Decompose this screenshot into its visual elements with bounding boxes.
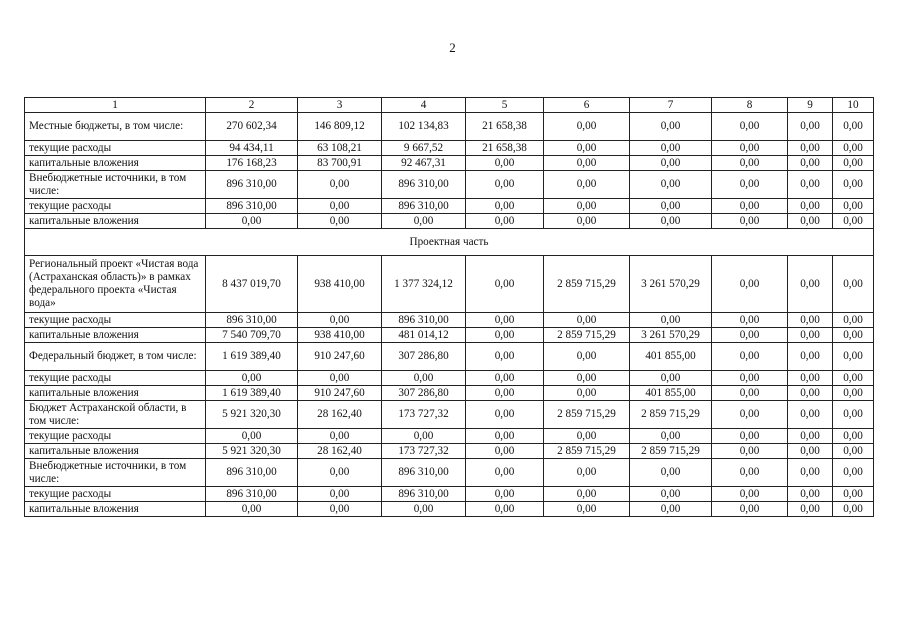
table-cell: 481 014,12 [382, 328, 466, 343]
table-cell: 0,00 [298, 199, 382, 214]
table-cell: 0,00 [544, 502, 630, 517]
row-label: текущие расходы [25, 371, 206, 386]
table-cell: 0,00 [788, 199, 833, 214]
table-cell: 0,00 [298, 214, 382, 229]
column-header: 5 [466, 98, 544, 113]
table-cell: 0,00 [833, 401, 874, 429]
table-cell: 0,00 [466, 429, 544, 444]
table-cell: 21 658,38 [466, 141, 544, 156]
table-cell: 0,00 [833, 313, 874, 328]
table-cell: 0,00 [630, 171, 712, 199]
table-cell: 0,00 [788, 313, 833, 328]
table-cell: 0,00 [206, 214, 298, 229]
table-cell: 0,00 [712, 313, 788, 328]
table-cell: 0,00 [712, 401, 788, 429]
table-cell: 0,00 [630, 502, 712, 517]
table-row [25, 199, 874, 214]
table-cell: 0,00 [788, 343, 833, 371]
table-cell: 0,00 [712, 343, 788, 371]
budget-table [24, 97, 874, 517]
table-cell: 0,00 [544, 386, 630, 401]
table-cell: 896 310,00 [382, 199, 466, 214]
page-number: 2 [449, 40, 456, 55]
table-cell: 896 310,00 [206, 313, 298, 328]
table-cell: 0,00 [466, 171, 544, 199]
table-cell: 0,00 [788, 487, 833, 502]
table-cell: 307 286,80 [382, 343, 466, 371]
table-cell: 0,00 [788, 156, 833, 171]
table-cell: 0,00 [788, 141, 833, 156]
table-cell: 1 619 389,40 [206, 343, 298, 371]
table-cell: 3 261 570,29 [630, 328, 712, 343]
table-row [25, 502, 874, 517]
table-cell: 270 602,34 [206, 113, 298, 141]
table-row [25, 214, 874, 229]
column-header: 6 [544, 98, 630, 113]
table-cell: 0,00 [788, 171, 833, 199]
table-cell: 896 310,00 [382, 171, 466, 199]
table-cell: 0,00 [544, 487, 630, 502]
table-cell: 0,00 [544, 371, 630, 386]
table-cell: 0,00 [630, 199, 712, 214]
table-cell: 0,00 [466, 156, 544, 171]
table-cell: 938 410,00 [298, 256, 382, 313]
table-row [25, 371, 874, 386]
table-cell: 0,00 [833, 256, 874, 313]
table-cell: 0,00 [788, 444, 833, 459]
column-header: 7 [630, 98, 712, 113]
row-label: текущие расходы [25, 429, 206, 444]
table-cell: 0,00 [833, 502, 874, 517]
table-cell: 102 134,83 [382, 113, 466, 141]
column-header: 1 [25, 98, 206, 113]
table-cell: 0,00 [544, 429, 630, 444]
table-cell: 0,00 [788, 429, 833, 444]
table-cell: 0,00 [544, 141, 630, 156]
table-cell: 0,00 [788, 214, 833, 229]
table-cell: 0,00 [788, 256, 833, 313]
row-label: текущие расходы [25, 313, 206, 328]
table-cell: 0,00 [788, 371, 833, 386]
table-cell: 910 247,60 [298, 386, 382, 401]
table-cell: 0,00 [788, 401, 833, 429]
section-row [25, 229, 874, 256]
table-cell: 0,00 [630, 313, 712, 328]
column-header: 4 [382, 98, 466, 113]
table-cell: 0,00 [466, 199, 544, 214]
table-cell: 0,00 [833, 459, 874, 487]
table-cell: 0,00 [466, 371, 544, 386]
table-cell: 0,00 [712, 459, 788, 487]
table-row [25, 328, 874, 343]
table-row [25, 156, 874, 171]
table-cell: 0,00 [788, 502, 833, 517]
table-cell: 0,00 [712, 214, 788, 229]
row-label: текущие расходы [25, 487, 206, 502]
table-cell: 0,00 [298, 371, 382, 386]
header-row [25, 98, 874, 113]
table-cell: 0,00 [712, 171, 788, 199]
row-label: капитальные вложения [25, 214, 206, 229]
table-cell: 896 310,00 [382, 459, 466, 487]
row-label: текущие расходы [25, 141, 206, 156]
table-cell: 0,00 [298, 459, 382, 487]
table-cell: 0,00 [630, 141, 712, 156]
table-cell: 0,00 [544, 343, 630, 371]
table-cell: 0,00 [544, 171, 630, 199]
table-row [25, 313, 874, 328]
table-cell: 0,00 [206, 429, 298, 444]
table-row [25, 459, 874, 487]
table-cell: 0,00 [466, 459, 544, 487]
table-cell: 0,00 [712, 156, 788, 171]
table-cell: 63 108,21 [298, 141, 382, 156]
row-label: Бюджет Астраханской области, в том числе: [25, 401, 206, 429]
table-cell: 0,00 [466, 214, 544, 229]
table-cell: 0,00 [298, 502, 382, 517]
table-cell: 0,00 [712, 141, 788, 156]
table-cell: 0,00 [833, 113, 874, 141]
table-cell: 0,00 [466, 256, 544, 313]
table-cell: 896 310,00 [206, 171, 298, 199]
table-cell: 0,00 [544, 156, 630, 171]
table-cell: 0,00 [298, 429, 382, 444]
table-cell: 0,00 [712, 444, 788, 459]
table-cell: 0,00 [544, 214, 630, 229]
table-row [25, 386, 874, 401]
table-cell: 0,00 [712, 113, 788, 141]
table-cell: 0,00 [788, 386, 833, 401]
table-cell: 0,00 [466, 401, 544, 429]
column-header: 8 [712, 98, 788, 113]
table-cell: 1 619 389,40 [206, 386, 298, 401]
table-cell: 2 859 715,29 [544, 401, 630, 429]
table-cell: 0,00 [712, 328, 788, 343]
row-label: Федеральный бюджет, в том числе: [25, 343, 206, 371]
row-label: капитальные вложения [25, 444, 206, 459]
table-cell: 0,00 [466, 343, 544, 371]
table-cell: 5 921 320,30 [206, 401, 298, 429]
table-cell: 0,00 [712, 386, 788, 401]
table-cell: 94 434,11 [206, 141, 298, 156]
section-title: Проектная часть [25, 229, 874, 256]
table-cell: 0,00 [712, 487, 788, 502]
table-cell: 0,00 [544, 199, 630, 214]
table-cell: 0,00 [298, 487, 382, 502]
table-cell: 0,00 [833, 487, 874, 502]
column-header: 10 [833, 98, 874, 113]
table-cell: 0,00 [466, 328, 544, 343]
table-cell: 0,00 [833, 328, 874, 343]
table-cell: 2 859 715,29 [544, 328, 630, 343]
table-cell: 0,00 [833, 371, 874, 386]
table-cell: 0,00 [206, 371, 298, 386]
table-cell: 2 859 715,29 [630, 444, 712, 459]
table-row [25, 444, 874, 459]
table-cell: 0,00 [466, 487, 544, 502]
table-cell: 307 286,80 [382, 386, 466, 401]
table-cell: 7 540 709,70 [206, 328, 298, 343]
table-cell: 28 162,40 [298, 401, 382, 429]
table-cell: 896 310,00 [206, 199, 298, 214]
table-cell: 0,00 [788, 459, 833, 487]
table-cell: 0,00 [833, 343, 874, 371]
table-row [25, 141, 874, 156]
table-cell: 0,00 [630, 429, 712, 444]
table-cell: 0,00 [712, 256, 788, 313]
column-header: 9 [788, 98, 833, 113]
table-cell: 8 437 019,70 [206, 256, 298, 313]
table-cell: 910 247,60 [298, 343, 382, 371]
table-cell: 0,00 [712, 502, 788, 517]
table-row [25, 487, 874, 502]
table-cell: 146 809,12 [298, 113, 382, 141]
table-cell: 0,00 [382, 371, 466, 386]
row-label: Внебюджетные источники, в том числе: [25, 171, 206, 199]
table-cell: 0,00 [630, 487, 712, 502]
table-row [25, 429, 874, 444]
table-cell: 9 667,52 [382, 141, 466, 156]
table-cell: 0,00 [833, 156, 874, 171]
table-cell: 896 310,00 [206, 487, 298, 502]
table-cell: 0,00 [298, 313, 382, 328]
table-cell: 0,00 [466, 386, 544, 401]
table-cell: 938 410,00 [298, 328, 382, 343]
table-cell: 0,00 [788, 113, 833, 141]
table-row [25, 256, 874, 313]
table-cell: 0,00 [544, 113, 630, 141]
table-cell: 2 859 715,29 [544, 256, 630, 313]
table-row [25, 171, 874, 199]
table-cell: 173 727,32 [382, 444, 466, 459]
table-cell: 0,00 [630, 113, 712, 141]
table-cell: 0,00 [298, 171, 382, 199]
table-cell: 5 921 320,30 [206, 444, 298, 459]
table-cell: 896 310,00 [382, 313, 466, 328]
table-cell: 0,00 [712, 429, 788, 444]
table-cell: 0,00 [206, 502, 298, 517]
table-cell: 3 261 570,29 [630, 256, 712, 313]
table-cell: 92 467,31 [382, 156, 466, 171]
table-cell: 0,00 [833, 429, 874, 444]
table-cell: 83 700,91 [298, 156, 382, 171]
table-row [25, 343, 874, 371]
table-cell: 0,00 [630, 214, 712, 229]
table-cell: 0,00 [544, 459, 630, 487]
table-cell: 1 377 324,12 [382, 256, 466, 313]
row-label: Местные бюджеты, в том числе: [25, 113, 206, 141]
table-cell: 896 310,00 [206, 459, 298, 487]
table-cell: 0,00 [833, 444, 874, 459]
row-label: капитальные вложения [25, 502, 206, 517]
row-label: текущие расходы [25, 199, 206, 214]
table-cell: 173 727,32 [382, 401, 466, 429]
table-cell: 176 168,23 [206, 156, 298, 171]
table-cell: 0,00 [382, 214, 466, 229]
table-cell: 0,00 [833, 141, 874, 156]
row-label: капитальные вложения [25, 328, 206, 343]
table-cell: 2 859 715,29 [630, 401, 712, 429]
table-cell: 2 859 715,29 [544, 444, 630, 459]
table-cell: 401 855,00 [630, 343, 712, 371]
table-cell: 401 855,00 [630, 386, 712, 401]
table-cell: 0,00 [712, 199, 788, 214]
table-cell: 0,00 [382, 429, 466, 444]
table-cell: 0,00 [630, 156, 712, 171]
row-label: капитальные вложения [25, 156, 206, 171]
column-header: 3 [298, 98, 382, 113]
table-cell: 0,00 [833, 199, 874, 214]
table-cell: 0,00 [833, 214, 874, 229]
table-body [25, 98, 874, 517]
table-cell: 0,00 [544, 313, 630, 328]
table-cell: 0,00 [788, 328, 833, 343]
row-label: Внебюджетные источники, в том числе: [25, 459, 206, 487]
table-row [25, 401, 874, 429]
row-label: Региональный проект «Чистая вода (Астраханская область)» в рамках федерального проекта «Чистая вода» [25, 256, 206, 313]
table-row [25, 113, 874, 141]
table-cell: 0,00 [712, 371, 788, 386]
table-cell: 0,00 [382, 502, 466, 517]
table-cell: 0,00 [466, 444, 544, 459]
table-cell: 0,00 [833, 171, 874, 199]
table-cell: 0,00 [833, 386, 874, 401]
table-cell: 0,00 [466, 313, 544, 328]
table-cell: 21 658,38 [466, 113, 544, 141]
row-label: капитальные вложения [25, 386, 206, 401]
column-header: 2 [206, 98, 298, 113]
table-cell: 0,00 [630, 371, 712, 386]
table-cell: 0,00 [466, 502, 544, 517]
table-cell: 896 310,00 [382, 487, 466, 502]
table-cell: 28 162,40 [298, 444, 382, 459]
table-cell: 0,00 [630, 459, 712, 487]
